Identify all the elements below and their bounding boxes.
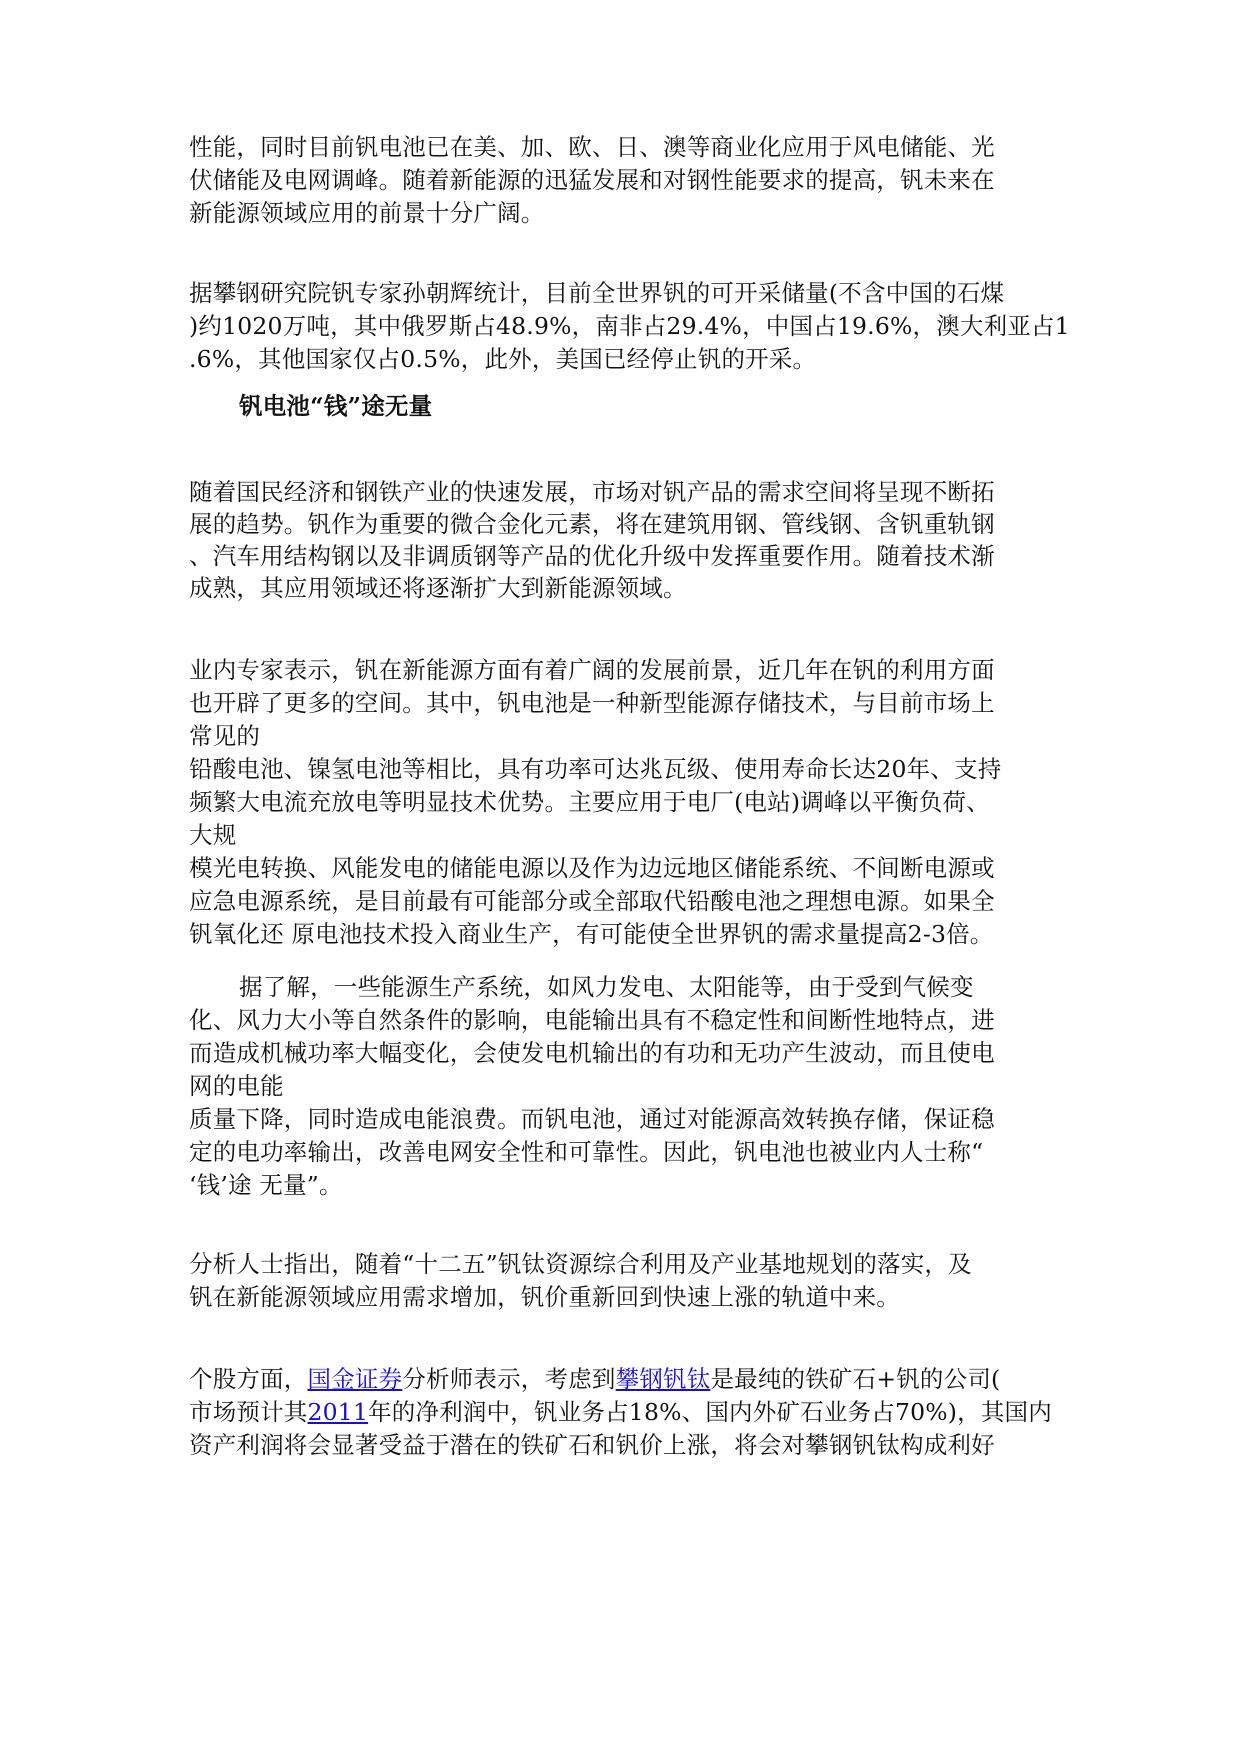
paragraph-6-line-2: 钒在新能源领域应用需求增加，钒价重新回到快速上涨的轨道中来。 bbox=[189, 1283, 900, 1311]
paragraph-1-line-2: 伏储能及电网调峰。随着新能源的迅猛发展和对钢性能要求的提高，钒未来在 bbox=[189, 166, 995, 194]
paragraph-2-line-3: .6%，其他国家仅占0.5%，此外，美国已经停止钒的开采。 bbox=[189, 345, 817, 373]
paragraph-7-text-b: 分析师表示，考虑到 bbox=[402, 1365, 616, 1393]
paragraph-7-text-c: 是最纯的铁矿石+钒的公司( bbox=[710, 1365, 1001, 1393]
paragraph-6-line-1: 分析人士指出，随着“十二五”钒钛资源综合利用及产业基地规划的落实，及 bbox=[189, 1250, 972, 1278]
paragraph-5-line-4: 网的电能 bbox=[189, 1072, 284, 1100]
paragraph-7-text-d: 市场预计其 bbox=[189, 1398, 308, 1426]
section-heading: 钒电池“钱”途无量 bbox=[239, 392, 433, 420]
paragraph-7-line-3: 资产利润将会显著受益于潜在的铁矿石和钒价上涨，将会对攀钢钒钛构成利好 bbox=[189, 1431, 995, 1459]
paragraph-7-line-1 bbox=[189, 1362, 1059, 1396]
paragraph-5-line-3: 而造成机械功率大幅变化，会使发电机输出的有功和无功产生波动，而且使电 bbox=[189, 1039, 995, 1067]
paragraph-4-line-4: 铅酸电池、镍氢电池等相比，具有功率可达兆瓦级、使用寿命长达20年、支持 bbox=[189, 755, 1002, 783]
paragraph-7-text-e: 年的净利润中，钒业务占18%、国内外矿石业务占70%)，其国内 bbox=[368, 1398, 1052, 1426]
document-page bbox=[189, 0, 1070, 1754]
paragraph-4-line-5: 频繁大电流充放电等明显技术优势。主要应用于电厂(电站)调峰以平衡负荷、 bbox=[189, 788, 990, 816]
paragraph-7-line-2 bbox=[189, 1395, 1059, 1429]
paragraph-5-line-2: 化、风力大小等自然条件的影响，电能输出具有不稳定性和间断性地特点，进 bbox=[189, 1006, 995, 1034]
pangang-vanadium-titanium-link[interactable]: 攀钢钒钛 bbox=[615, 1365, 711, 1393]
paragraph-5-line-7: ‘钱’途 无量”。 bbox=[189, 1171, 343, 1199]
paragraph-7-text-a: 个股方面， bbox=[189, 1365, 308, 1393]
guojin-securities-link[interactable]: 国金证券 bbox=[307, 1365, 403, 1393]
paragraph-3-line-3: 、汽车用结构钢以及非调质钢等产品的优化升级中发挥重要作用。随着技术渐 bbox=[189, 542, 995, 570]
paragraph-1-line-1: 性能，同时目前钒电池已在美、加、欧、日、澳等商业化应用于风电储能、光 bbox=[189, 133, 995, 161]
paragraph-4-line-8: 应急电源系统，是目前最有可能部分或全部取代铅酸电池之理想电源。如果全 bbox=[189, 887, 995, 915]
paragraph-5-line-6: 定的电功率输出，改善电网安全性和可靠性。因此，钒电池也被业内人士称“ bbox=[189, 1138, 984, 1166]
paragraph-3-line-1: 随着国民经济和钢铁产业的快速发展，市场对钒产品的需求空间将呈现不断拓 bbox=[189, 478, 995, 506]
paragraph-4-line-3: 常见的 bbox=[189, 722, 261, 750]
paragraph-4-line-2: 也开辟了更多的空间。其中，钒电池是一种新型能源存储技术，与目前市场上 bbox=[189, 689, 995, 717]
paragraph-3-line-2: 展的趋势。钒作为重要的微合金化元素，将在建筑用钢、管线钢、含钒重轨钢 bbox=[189, 510, 995, 538]
paragraph-4-line-6: 大规 bbox=[189, 821, 237, 849]
paragraph-4-line-9: 钒氧化还 原电池技术投入商业生产，有可能使全世界钒的需求量提高2-3倍。 bbox=[189, 920, 994, 948]
paragraph-5-line-1: 据了解，一些能源生产系统，如风力发电、太阳能等，由于受到气候变 bbox=[239, 973, 974, 1001]
paragraph-4-line-1: 业内专家表示，钒在新能源方面有着广阔的发展前景，近几年在钒的利用方面 bbox=[189, 656, 995, 684]
paragraph-2-line-1: 据攀钢研究院钒专家孙朝辉统计，目前全世界钒的可开采储量(不含中国的石煤 bbox=[189, 279, 1005, 307]
year-2011-link[interactable]: 2011 bbox=[307, 1398, 369, 1426]
paragraph-5-line-5: 质量下降，同时造成电能浪费。而钒电池，通过对能源高效转换存储，保证稳 bbox=[189, 1105, 995, 1133]
paragraph-3-line-4: 成熟，其应用领域还将逐渐扩大到新能源领域。 bbox=[189, 574, 687, 602]
paragraph-2-line-2: )约1020万吨，其中俄罗斯占48.9%，南非占29.4%，中国占19.6%，澳大利亚占1 bbox=[189, 312, 1070, 340]
paragraph-4-line-7: 模光电转换、风能发电的储能电源以及作为边远地区储能系统、不间断电源或 bbox=[189, 854, 995, 882]
paragraph-1-line-3: 新能源领域应用的前景十分广阔。 bbox=[189, 199, 545, 227]
